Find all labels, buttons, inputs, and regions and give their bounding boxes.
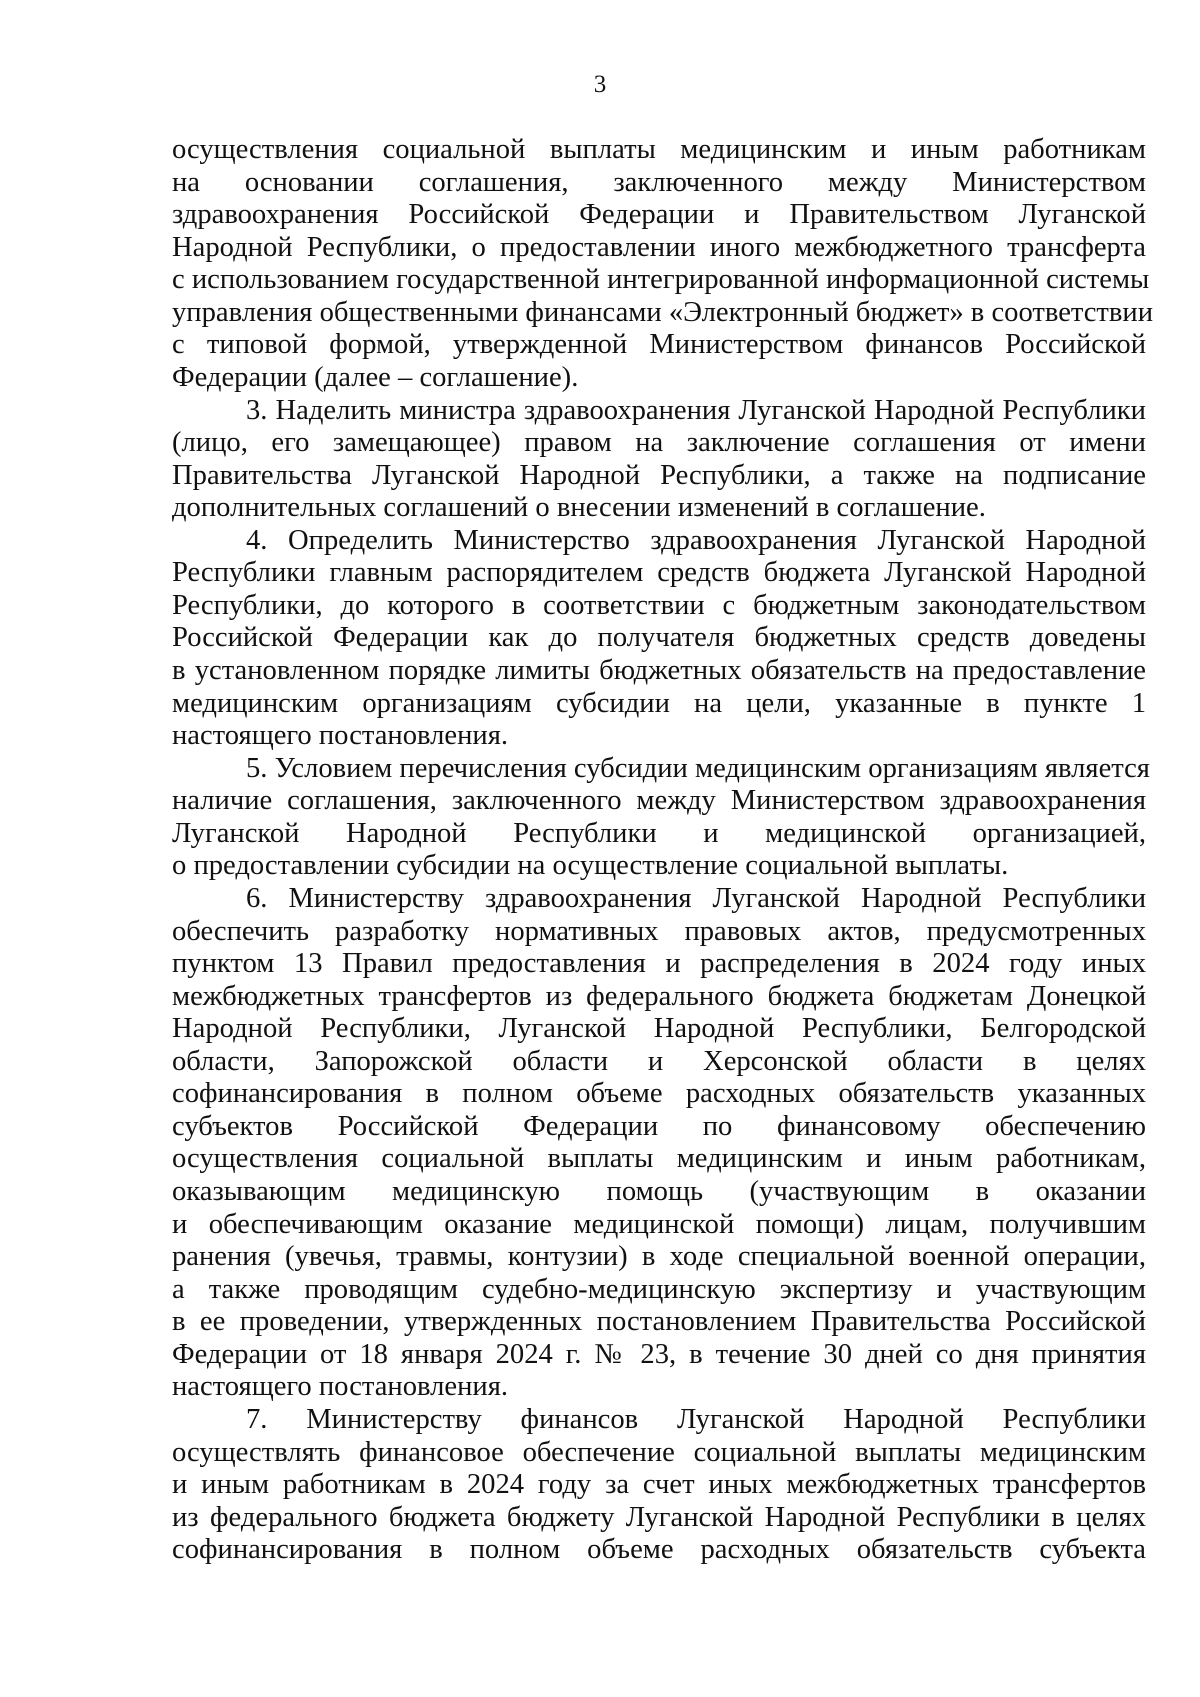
text-line: настоящего постановления. xyxy=(172,720,509,752)
text-line: (лицо, его замещающее) правом на заключение соглашения от имени xyxy=(172,427,1146,459)
text-line: с использованием государственной интегрированной информационной системы xyxy=(172,264,1150,296)
text-line: о предоставлении субсидии на осуществление социальной выплаты. xyxy=(172,850,1009,882)
text-line: осуществления социальной выплаты медицинским и иным работникам, xyxy=(172,1143,1146,1175)
text-line: медицинским организациям субсидии на цели, указанные в пункте 1 xyxy=(172,687,1146,719)
text-line: а также проводящим судебно-медицинскую экспертизу и участвующим xyxy=(172,1273,1146,1305)
text-line: с типовой формой, утвержденной Министерством финансов Российской xyxy=(172,329,1146,361)
text-line: настоящего постановления. xyxy=(172,1371,509,1403)
paragraph-item-5 xyxy=(172,752,1150,883)
text-line: оказывающим медицинскую помощь (участвующим в оказании xyxy=(172,1176,1146,1207)
page-number: 3 xyxy=(593,71,607,98)
text-line: и обеспечивающим оказание медицинской помощи) лицам, получившим xyxy=(172,1208,1146,1240)
text-line: из федерального бюджета бюджету Луганской Народной Республики в целях xyxy=(172,1501,1146,1533)
document-body xyxy=(172,134,1154,1567)
text-line: 7. Министерству финансов Луганской Народной Республики xyxy=(246,1403,1146,1435)
text-line: 4. Определить Министерство здравоохранения Луганской Народной xyxy=(246,524,1146,556)
text-line: осуществлять финансовое обеспечение социальной выплаты медицинским xyxy=(172,1436,1146,1468)
text-line: Луганской Народной Республики и медицинской организацией, xyxy=(172,817,1146,849)
text-line: Федерации от 18 января 2024 г. № 23, в течение 30 дней со дня принятия xyxy=(172,1338,1146,1370)
text-line: софинансирования в полном объеме расходных обязательств субъекта xyxy=(172,1534,1146,1566)
text-line: 6. Министерству здравоохранения Луганской Народной Республики xyxy=(246,882,1146,914)
text-line: на основании соглашения, заключенного между Министерством xyxy=(172,166,1146,198)
paragraph-item-4 xyxy=(172,525,1146,753)
text-line: и иным работникам в 2024 году за счет иных межбюджетных трансфертов xyxy=(172,1469,1146,1501)
text-line: здравоохранения Российской Федерации и Правительством Луганской xyxy=(172,199,1146,231)
text-line: управления общественными финансами «Электронный бюджет» в соответствии xyxy=(172,296,1154,328)
text-line: в ее проведении, утвержденных постановлением Правительства Российской xyxy=(172,1306,1146,1338)
paragraph-item-3 xyxy=(172,395,1146,525)
text-line: наличие соглашения, заключенного между Министерством здравоохранения xyxy=(172,785,1146,817)
text-line: Российской Федерации как до получателя бюджетных средств доведены xyxy=(172,622,1146,654)
paragraph-item-6 xyxy=(172,883,1146,1404)
text-line: межбюджетных трансфертов из федерального бюджета бюджетам Донецкой xyxy=(172,980,1146,1012)
text-line: 5. Условием перечисления субсидии медицинским организациям является xyxy=(246,752,1150,784)
paragraph-item-7 xyxy=(172,1404,1146,1567)
text-line: Федерации (далее – соглашение). xyxy=(172,361,579,393)
text-line: области, Запорожской области и Херсонской области в целях xyxy=(172,1045,1146,1077)
paragraph-continuation xyxy=(172,134,1154,395)
text-line: осуществления социальной выплаты медицинским и иным работникам xyxy=(172,134,1146,165)
text-line: дополнительных соглашений о внесении изменений в соглашение. xyxy=(172,492,986,524)
text-line: в установленном порядке лимиты бюджетных обязательств на предоставление xyxy=(172,655,1146,686)
text-line: софинансирования в полном объеме расходных обязательств указанных xyxy=(172,1078,1146,1110)
text-line: субъектов Российской Федерации по финансовому обеспечению xyxy=(172,1110,1146,1142)
text-line: Правительства Луганской Народной Республики, а также на подписание xyxy=(172,459,1146,491)
text-line: Республики, до которого в соответствии с бюджетным законодательством xyxy=(172,589,1146,621)
text-line: Народной Республики, Луганской Народной Республики, Белгородской xyxy=(172,1013,1146,1045)
text-line: Народной Республики, о предоставлении иного межбюджетного трансферта xyxy=(172,231,1146,263)
text-line: 3. Наделить министра здравоохранения Луганской Народной Республики xyxy=(246,394,1146,426)
text-line: Республики главным распорядителем средств бюджета Луганской Народной xyxy=(172,557,1146,589)
text-line: ранения (увечья, травмы, контузии) в ходе специальной военной операции, xyxy=(172,1241,1146,1273)
text-line: пунктом 13 Правил предоставления и распределения в 2024 году иных xyxy=(172,948,1146,980)
text-line: обеспечить разработку нормативных правовых актов, предусмотренных xyxy=(172,915,1146,947)
